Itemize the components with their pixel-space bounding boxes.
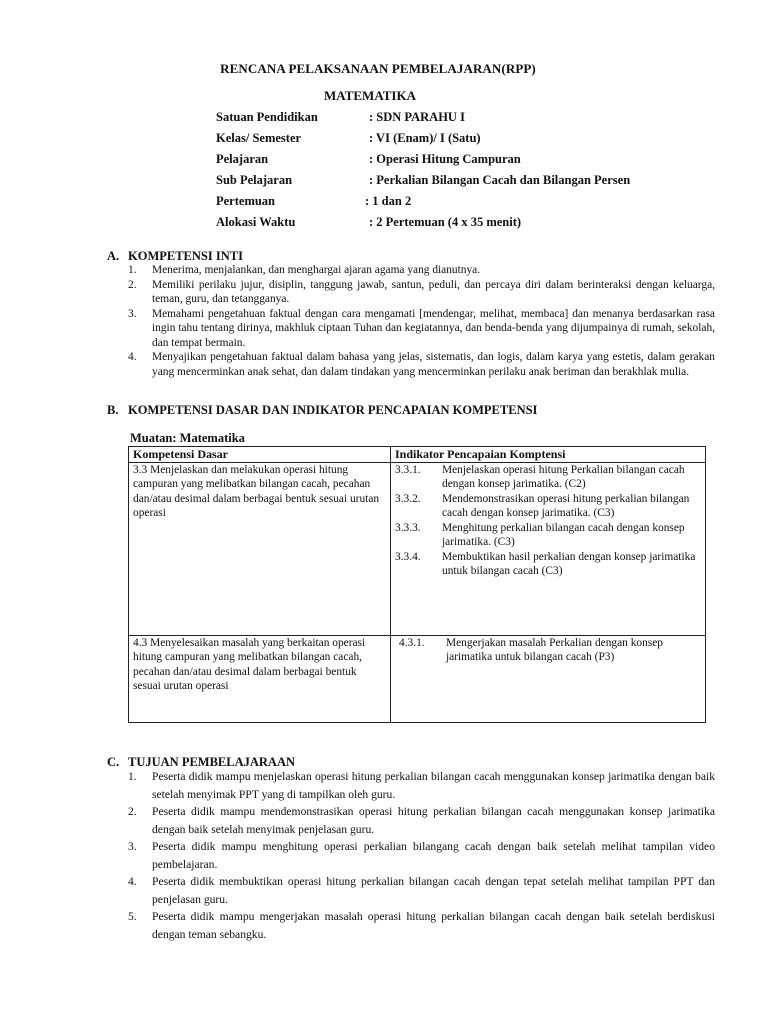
section-b-heading — [107, 403, 537, 418]
indicator-text: Menjelaskan operasi hitung Perkalian bilangan cacah dengan konsep jarimatika. (C2) — [442, 463, 685, 490]
list-text: Menerima, menjalankan, dan menghargai ajaran agama yang dianutnya. — [152, 264, 481, 276]
list-text: Memahami pengetahuan faktual dengan cara mengamati [mendengar, melihat, membaca] dan menanya berdasarkan rasa ingin tahu tentang dirinya, makhluk ciptaan Tuhan dan kegiatannya, dan benda-benda yang dijumpainya di rumah, sekolah, dan tempat bermain. — [152, 307, 715, 349]
indicator-number: 3.3.3. — [395, 521, 421, 534]
table-header: Kompetensi Dasar — [129, 447, 391, 463]
list-text: Peserta didik mampu mengerjakan masalah operasi hitung perkalian bilangan cacah dengan baik setelah berdiskusi dengan teman sebangku. — [152, 910, 715, 941]
list-text: Memiliki perilaku jujur, disiplin, tanggung jawab, santun, peduli, dan percaya diri dalam berinteraksi dengan keluarga, teman, guru, dan tetangganya. — [152, 278, 715, 305]
kd-cell — [129, 635, 391, 722]
meta-value: : 2 Pertemuan (4 x 35 menit) — [369, 215, 522, 229]
list-number: 3. — [128, 840, 137, 853]
kd-text: 3.3 Menjelaskan dan melakukan operasi hitung campuran yang melibatkan bilangan cacah, pecahan dan/atau desimal dalam berbagai bentuk sesuai urutan operasi — [133, 463, 380, 519]
indicator-number: 3.3.2. — [395, 492, 421, 505]
list-number: 3. — [128, 307, 137, 320]
list-number: 1. — [128, 264, 137, 276]
kd-text: 4.3 Menyelesaikan masalah yang berkaitan operasi hitung campuran yang melibatkan bilangan cacah, pecahan dan/atau desimal dalam berbagai bentuk sesuai urutan operasi — [133, 636, 366, 692]
list-item — [128, 278, 715, 307]
document-title: RENCANA PELAKSANAAN PEMBELAJARAN(RPP) — [220, 61, 536, 76]
indicator-item — [395, 463, 701, 492]
list-number: 5. — [128, 910, 137, 923]
list-number: 4. — [128, 351, 137, 363]
meta-label: Alokasi Waktu — [216, 215, 296, 229]
list-item — [128, 350, 715, 379]
list-item — [128, 838, 715, 873]
indicator-item — [395, 492, 701, 521]
kompetensi-table — [128, 446, 706, 723]
indicator-cell — [391, 462, 706, 635]
meta-label: Pelajaran — [216, 152, 269, 166]
list-item — [128, 908, 715, 943]
tujuan-list — [128, 768, 715, 943]
list-item — [128, 873, 715, 908]
indicator-text: Membuktikan hasil perkalian dengan konsep jarimatika untuk bilangan cacah (C3) — [442, 550, 696, 577]
table-row — [129, 462, 706, 635]
kompetensi-inti-list — [128, 263, 715, 379]
indicator-number: 4.3.1. — [399, 636, 425, 649]
meta-value: : Perkalian Bilangan Cacah dan Bilangan Persen — [369, 173, 631, 187]
list-item — [128, 263, 715, 278]
section-title: TUJUAN PEMBELAJARAAN — [128, 755, 296, 769]
list-item — [128, 307, 715, 351]
list-text: Peserta didik mampu menjelaskan operasi hitung perkalian bilangan cacah menggunakan konsep jarimatika dengan baik setelah menyimak PPT yang di tampilkan oleh guru. — [152, 770, 715, 801]
list-number: 1. — [128, 770, 137, 783]
indicator-cell — [391, 635, 706, 722]
list-text: Peserta didik mampu mendemonstrasikan operasi hitung perkalian bilangan cacah menggunakan konsep jarimatika dengan baik setelah menyimak penjelasan guru. — [152, 805, 715, 836]
meta-value: : VI (Enam)/ I (Satu) — [369, 131, 481, 145]
section-title: KOMPETENSI DASAR DAN INDIKATOR PENCAPAIAN KOMPETENSI — [128, 403, 538, 417]
meta-label: Kelas/ Semester — [216, 131, 302, 145]
table-header-row — [129, 447, 706, 463]
indicator-number: 3.3.1. — [395, 463, 421, 476]
list-text: Peserta didik mampu menghitung operasi perkalian bilangang cacah dengan baik setelah melihat tampilan video pembelajaran. — [152, 840, 715, 871]
list-text: Peserta didik membuktikan operasi hitung perkalian bilangan cacah dengan tepat setelah melihat tampilan PPT dan penjelasan guru. — [152, 875, 715, 906]
meta-label: Satuan Pendidikan — [216, 110, 318, 124]
indicator-text: Menghitung perkalian bilangan cacah dengan konsep jarimatika. (C3) — [442, 521, 685, 548]
indicator-item — [395, 521, 701, 550]
meta-value: : Operasi Hitung Campuran — [369, 152, 521, 166]
section-letter: A. — [107, 249, 120, 263]
meta-value: : 1 dan 2 — [365, 194, 412, 208]
indicator-item — [395, 550, 701, 579]
meta-value: : SDN PARAHU I — [369, 110, 465, 124]
indicator-item — [395, 636, 701, 665]
indicator-text: Mendemonstrasikan operasi hitung perkalian bilangan cacah dengan konsep jarimatika. (C3) — [442, 492, 690, 519]
list-item — [128, 768, 715, 803]
list-number: 2. — [128, 805, 137, 818]
document-subject: MATEMATIKA — [324, 88, 416, 103]
table-row — [129, 635, 706, 722]
section-letter: B. — [107, 403, 119, 417]
list-item — [128, 803, 715, 838]
list-number: 4. — [128, 875, 137, 888]
section-title: KOMPETENSI INTI — [128, 249, 243, 263]
indicator-number: 3.3.4. — [395, 550, 421, 563]
table-header: Indikator Pencapaian Komptensi — [391, 447, 706, 463]
meta-label: Sub Pelajaran — [216, 173, 293, 187]
muatan-label: Muatan: Matematika — [130, 431, 245, 445]
kd-cell — [129, 462, 391, 635]
section-a-heading — [107, 249, 243, 264]
list-text: Menyajikan pengetahuan faktual dalam bahasa yang jelas, sistematis, dan logis, dalam karya yang estetis, dalam gerakan yang mencerminkan anak sehat, dan dalam tindakan yang mencerminkan perilaku anak beriman dan berakhlak mulia. — [152, 351, 715, 378]
meta-label: Pertemuan — [216, 194, 276, 208]
list-number: 2. — [128, 278, 137, 291]
section-letter: C. — [107, 755, 120, 769]
indicator-text: Mengerjakan masalah Perkalian dengan konsep jarimatika untuk bilangan cacah (P3) — [446, 636, 663, 663]
